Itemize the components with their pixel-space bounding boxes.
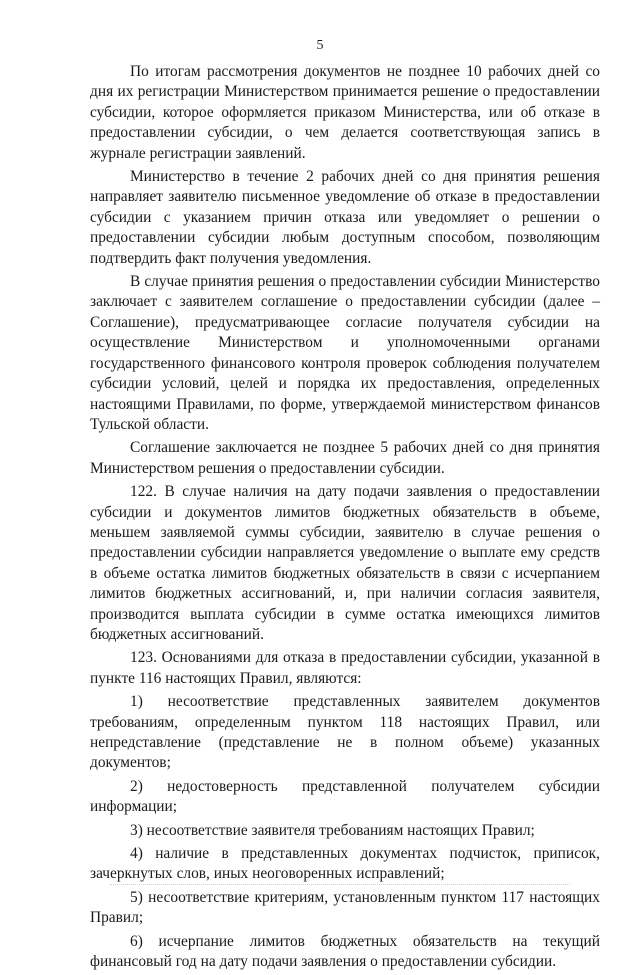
list-item-5: 5) несоответствие критериям, установленным пунктом 117 настоящих Правил; <box>90 888 600 927</box>
list-item-6: 6) исчерпание лимитов бюджетных обязательств на текущий финансовый год на дату подачи заявления о предоставлении субсидии. <box>90 932 600 971</box>
paragraph-agreement-term: Соглашение заключается не позднее 5 рабочих дней со дня принятия Министерством решения о предоставлении субсидии. <box>90 439 600 477</box>
list-item-2: 2) недостоверность представленной получателем субсидии информации; <box>90 777 600 816</box>
list-item-3: 3) несоответствие заявителя требованиям настоящих Правил; <box>130 821 535 839</box>
paragraph-notification: Министерство в течение 2 рабочих дней со дня принятия решения направляет заявителю письменное уведомление об отказе в предоставлении субсидии с указанием причин отказа или уведомляет о решении о предоставлении субсидии любым доступным способом, позволяющим подтвердить факт получения уведомления. <box>90 168 600 267</box>
scan-artifact-divider <box>110 884 570 887</box>
paragraph-agreement: В случае принятия решения о предоставлении субсидии Министерство заключает с заявителем соглашение о предоставлении субсидии (далее – Соглашение), предусматривающее согласие получателя субсидии на осуществление Министерством и уполномоченными органами государственного финансового контроля проверок соблюдения получателем субсидии условий, целей и порядка их предоставления, определенных настоящими Правилами, по форме, утверждаемой министерством финансов Тульской области. <box>90 273 600 433</box>
document-body <box>90 62 600 975</box>
paragraph-122: 122. В случае наличия на дату подачи заявления о предоставлении субсидии и документов лимитов бюджетных обязательств в объеме, меньшем заявляемой суммы субсидии, заявителю в случае решения о предоставлении субсидии направляется уведомление о выплате ему средств в объеме остатка лимитов бюджетных обязательств в связи с исчерпанием лимитов бюджетных ассигнований, и, при наличии согласия заявителя, производится выплата субсидии в сумме остатка имеющихся лимитов бюджетных ассигнований. <box>90 483 600 643</box>
page-number: 5 <box>316 38 324 53</box>
paragraph-decision-term: По итогам рассмотрения документов не позднее 10 рабочих дней со дня их регистрации Министерством принимается решение о предоставлении субсидии, которое оформляется приказом Министерства, или об отказе в предоставлении субсидии, о чем делается соответствующая запись в журнале регистрации заявлений. <box>90 63 600 162</box>
list-item-1: 1) несоответствие представленных заявителем документов требованиям, определенным пунктом 118 настоящих Правил, или непредставление (представление не в полном объеме) указанных документов; <box>90 693 600 772</box>
list-item-4: 4) наличие в представленных документах подчисток, приписок, зачеркнутых слов, иных неоговоренных исправлений; <box>90 845 600 883</box>
paragraph-123: 123. Основаниями для отказа в предоставлении субсидии, указанной в пункте 116 настоящих Правил, являются: <box>90 649 600 687</box>
